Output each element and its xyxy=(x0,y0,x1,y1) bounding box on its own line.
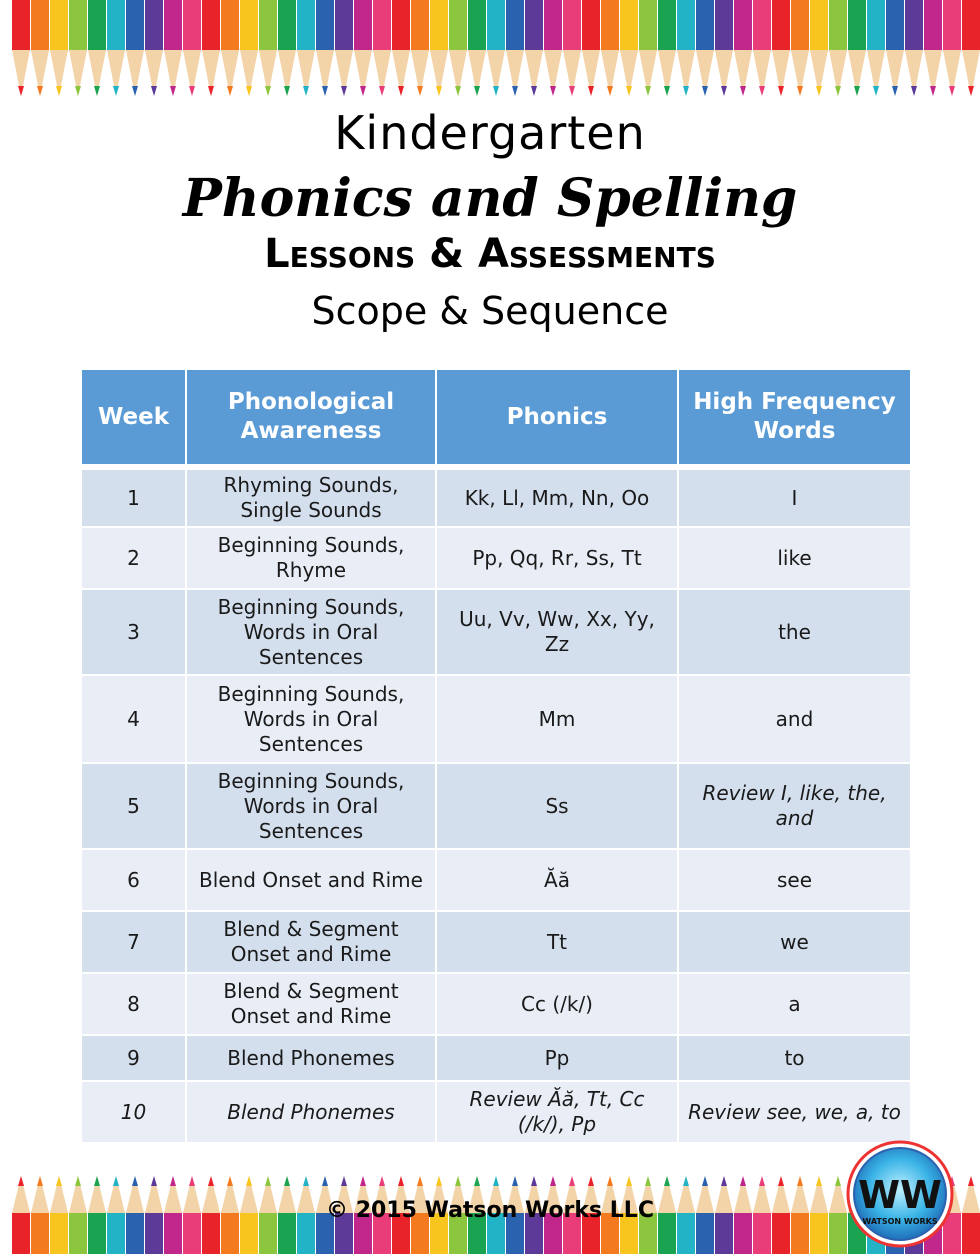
cell-week: 2 xyxy=(82,527,186,589)
pencil-icon xyxy=(183,0,201,96)
pencil-icon xyxy=(620,0,638,96)
copyright-footer: © 2015 Watson Works LLC xyxy=(326,1198,654,1223)
pencil-icon xyxy=(202,0,220,96)
cell-week: 3 xyxy=(82,589,186,675)
pencil-icon xyxy=(354,0,372,96)
pencil-icon xyxy=(392,0,410,96)
cell-phonological-awareness: Blend & Segment Onset and Rime xyxy=(186,911,436,973)
cell-phonics: Ss xyxy=(436,763,678,849)
title-kindergarten: Kindergarten xyxy=(334,106,646,160)
table-row xyxy=(82,763,910,849)
pencil-icon xyxy=(31,0,49,96)
pencil-icon xyxy=(487,0,505,96)
cell-phonological-awareness: Beginning Sounds, Words in Oral Sentences xyxy=(186,675,436,763)
pencil-icon xyxy=(886,0,904,96)
pencil-icon xyxy=(544,0,562,96)
cell-phonics: Pp, Qq, Rr, Ss, Tt xyxy=(436,527,678,589)
pencil-icon xyxy=(753,0,771,96)
pencil-icon xyxy=(430,0,448,96)
cell-week: 10 xyxy=(82,1081,186,1143)
table-row xyxy=(82,1035,910,1081)
header-phonological-awareness: Phonological Awareness xyxy=(186,370,436,467)
logo-name: WATSON WORKS xyxy=(862,1217,938,1226)
pencil-icon xyxy=(905,0,923,96)
cell-high-frequency-words: a xyxy=(678,973,910,1035)
cell-phonological-awareness: Beginning Sounds, Words in Oral Sentences xyxy=(186,763,436,849)
pencil-icon xyxy=(145,0,163,96)
pencil-icon xyxy=(810,0,828,96)
pencil-icon xyxy=(848,0,866,96)
pencil-icon xyxy=(449,0,467,96)
table-row xyxy=(82,527,910,589)
pencil-icon xyxy=(582,0,600,96)
title-scope-sequence: Scope & Sequence xyxy=(311,289,669,333)
pencil-icon xyxy=(772,0,790,96)
logo-letters: WW xyxy=(858,1173,942,1217)
title-block xyxy=(0,104,980,336)
cell-high-frequency-words: the xyxy=(678,589,910,675)
cell-phonics: Pp xyxy=(436,1035,678,1081)
pencil-icon xyxy=(468,0,486,96)
cell-high-frequency-words: we xyxy=(678,911,910,973)
cell-week: 7 xyxy=(82,911,186,973)
colored-pencils-top-border xyxy=(0,0,980,100)
table-header-row xyxy=(82,370,910,467)
table-row xyxy=(82,589,910,675)
cell-week: 8 xyxy=(82,973,186,1035)
pencil-icon xyxy=(677,0,695,96)
cell-phonics: Uu, Vv, Ww, Xx, Yy, Zz xyxy=(436,589,678,675)
cell-phonics: Tt xyxy=(436,911,678,973)
pencil-icon xyxy=(563,0,581,96)
cell-week: 1 xyxy=(82,467,186,527)
pencil-icon xyxy=(715,0,733,96)
cell-phonics: Review Ăă, Tt, Cc (/k/), Pp xyxy=(436,1081,678,1143)
pencil-icon xyxy=(373,0,391,96)
cell-week: 6 xyxy=(82,849,186,911)
pencil-icon xyxy=(696,0,714,96)
pencil-icon xyxy=(221,0,239,96)
cell-phonics: Mm xyxy=(436,675,678,763)
cell-phonological-awareness: Beginning Sounds, Rhyme xyxy=(186,527,436,589)
pencil-icon xyxy=(411,0,429,96)
table-body xyxy=(82,467,910,1143)
cell-high-frequency-words: Review see, we, a, to xyxy=(678,1081,910,1143)
pencil-icon xyxy=(734,0,752,96)
table-row xyxy=(82,849,910,911)
header-high-frequency-words: High Frequency Words xyxy=(678,370,910,467)
cell-week: 5 xyxy=(82,763,186,849)
scope-sequence-table xyxy=(82,370,910,1144)
pencil-icon xyxy=(107,0,125,96)
pencil-icon xyxy=(601,0,619,96)
pencil-icon xyxy=(335,0,353,96)
table-row xyxy=(82,467,910,527)
title-phonics-and-spelling: Phonics and Spelling xyxy=(182,168,798,229)
cell-high-frequency-words: to xyxy=(678,1035,910,1081)
pencil-icon xyxy=(297,0,315,96)
cell-week: 9 xyxy=(82,1035,186,1081)
cell-phonics: Cc (/k/) xyxy=(436,973,678,1035)
watson-works-logo xyxy=(846,1140,954,1248)
pencil-icon xyxy=(240,0,258,96)
pencil-icon xyxy=(943,0,961,96)
table-row xyxy=(82,675,910,763)
table-row xyxy=(82,973,910,1035)
pencil-icon xyxy=(639,0,657,96)
cell-phonological-awareness: Blend & Segment Onset and Rime xyxy=(186,973,436,1035)
cell-phonological-awareness: Blend Onset and Rime xyxy=(186,849,436,911)
pencil-icon xyxy=(126,0,144,96)
pencil-icon xyxy=(259,0,277,96)
pencil-icon xyxy=(12,0,30,96)
header-phonics: Phonics xyxy=(436,370,678,467)
pencil-icon xyxy=(50,0,68,96)
cell-week: 4 xyxy=(82,675,186,763)
pencil-icon xyxy=(924,0,942,96)
pencil-icon xyxy=(658,0,676,96)
cell-high-frequency-words: see xyxy=(678,849,910,911)
table-row xyxy=(82,911,910,973)
pencil-icon xyxy=(164,0,182,96)
cell-high-frequency-words: like xyxy=(678,527,910,589)
cell-high-frequency-words: I xyxy=(678,467,910,527)
pencil-icon xyxy=(506,0,524,96)
header-week: Week xyxy=(82,370,186,467)
pencil-icon xyxy=(962,0,980,96)
pencil-icon xyxy=(791,0,809,96)
cell-phonological-awareness: Beginning Sounds, Words in Oral Sentences xyxy=(186,589,436,675)
table-row xyxy=(82,1081,910,1143)
cell-phonological-awareness: Blend Phonemes xyxy=(186,1081,436,1143)
pencil-icon xyxy=(525,0,543,96)
cell-high-frequency-words: Review I, like, the, and xyxy=(678,763,910,849)
cell-phonological-awareness: Rhyming Sounds, Single Sounds xyxy=(186,467,436,527)
cell-phonological-awareness: Blend Phonemes xyxy=(186,1035,436,1081)
pencil-icon xyxy=(316,0,334,96)
cell-phonics: Ăă xyxy=(436,849,678,911)
pencil-icon xyxy=(867,0,885,96)
cell-phonics: Kk, Ll, Mm, Nn, Oo xyxy=(436,467,678,527)
pencil-icon xyxy=(829,0,847,96)
pencil-icon xyxy=(88,0,106,96)
title-lessons-assessments: Lessons & Assessments xyxy=(264,231,716,277)
cell-high-frequency-words: and xyxy=(678,675,910,763)
pencil-icon xyxy=(69,0,87,96)
pencil-icon xyxy=(278,0,296,96)
